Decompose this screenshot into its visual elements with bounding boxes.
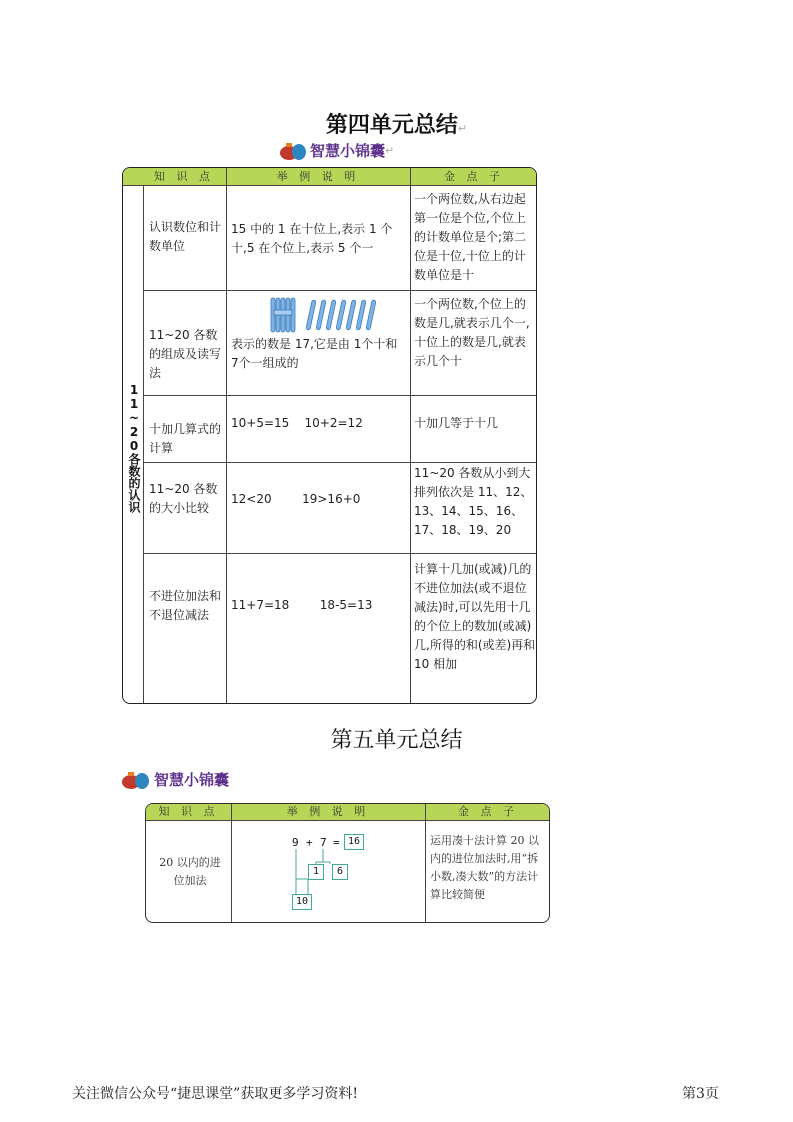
row3-example: 10+5=15 10+2=12 [231, 416, 363, 430]
row2-tip: 一个两位数,个位上的数是几,就表示几个一,十位上的数是几,就表示几个十 [414, 297, 530, 368]
row1-topic: 认识数位和计数单位 [149, 220, 222, 253]
unit5-tip: 运用凑十法计算 20 以内的进位加法时,用“拆小数,凑大数”的方法计算比较简便 [430, 834, 539, 901]
header-topic: 知 识 点 [158, 805, 219, 818]
diagram-plus: + [306, 836, 313, 849]
row5-tip: 计算十几加(或减)几的不进位加法(或不退位减法)时,可以先用十几的个位上的数加(或减)几,所得的和(或差)再和 10 相加 [414, 562, 536, 671]
row1-example: 15 中的 1 在十位上,表示 1 个十,5 在个位上,表示 5 个一 [231, 222, 393, 255]
diagram-ten: 10 [292, 894, 312, 910]
header-example: 举 例 说 明 [276, 170, 360, 183]
diagram-eq: = [333, 836, 340, 849]
diagram-split-6: 6 [332, 864, 348, 880]
diagram-split-1: 1 [308, 864, 324, 880]
unit4-summary-table [122, 167, 537, 704]
unit5-topic: 20 以内的进位加法 [159, 856, 221, 887]
moneybag-icon [121, 768, 151, 790]
header-tip: 金 点 子 [444, 170, 504, 183]
unit5-title: 第五单元总结 [330, 728, 463, 753]
unit4-badge: 智慧小锦囊 ↵ [279, 139, 394, 161]
row3-tip: 十加几等于十几 [414, 416, 499, 430]
side-label: 11~20各数的认识 [127, 383, 141, 513]
footer-note: 关注微信公众号“捷思课堂”获取更多学习资料! [72, 1086, 358, 1102]
row1-tip: 一个两位数,从右边起第一位是个位,个位上的计数单位是个;第二位是十位,十位上的计数单位是十 [414, 192, 527, 282]
row5-topic: 不进位加法和不退位减法 [149, 589, 222, 622]
row2-topic: 11~20 各数的组成及读写法 [149, 328, 222, 380]
row4-example: 12<20 19>16+0 [231, 492, 361, 506]
header-tip: 金 点 子 [458, 805, 518, 818]
header-example: 举 例 说 明 [286, 805, 370, 818]
page-number: 第3页 [682, 1086, 719, 1102]
counting-sticks-image [263, 296, 383, 334]
row5-example: 11+7=18 18-5=13 [231, 598, 373, 612]
diagram-a: 9 [292, 836, 299, 849]
row2-example: 表示的数是 17,它是由 1个十和 7个一组成的 [231, 337, 398, 370]
row3-topic: 十加几算式的计算 [149, 422, 222, 455]
diagram-b: 7 [320, 836, 327, 849]
header-topic: 知 识 点 [154, 170, 214, 183]
unit5-badge: 智慧小锦囊 [121, 768, 229, 790]
row4-topic: 11~20 各数的大小比较 [149, 482, 218, 515]
unit4-title: 第四单元总结↵ [325, 113, 468, 138]
diagram-result: 16 [344, 834, 364, 850]
moneybag-icon [279, 139, 307, 161]
make-ten-diagram [286, 834, 386, 914]
unit5-summary-table [145, 803, 550, 923]
row4-tip: 11~20 各数从小到大排列依次是 11、12、13、14、15、16、17、18、19、20 [414, 466, 533, 537]
